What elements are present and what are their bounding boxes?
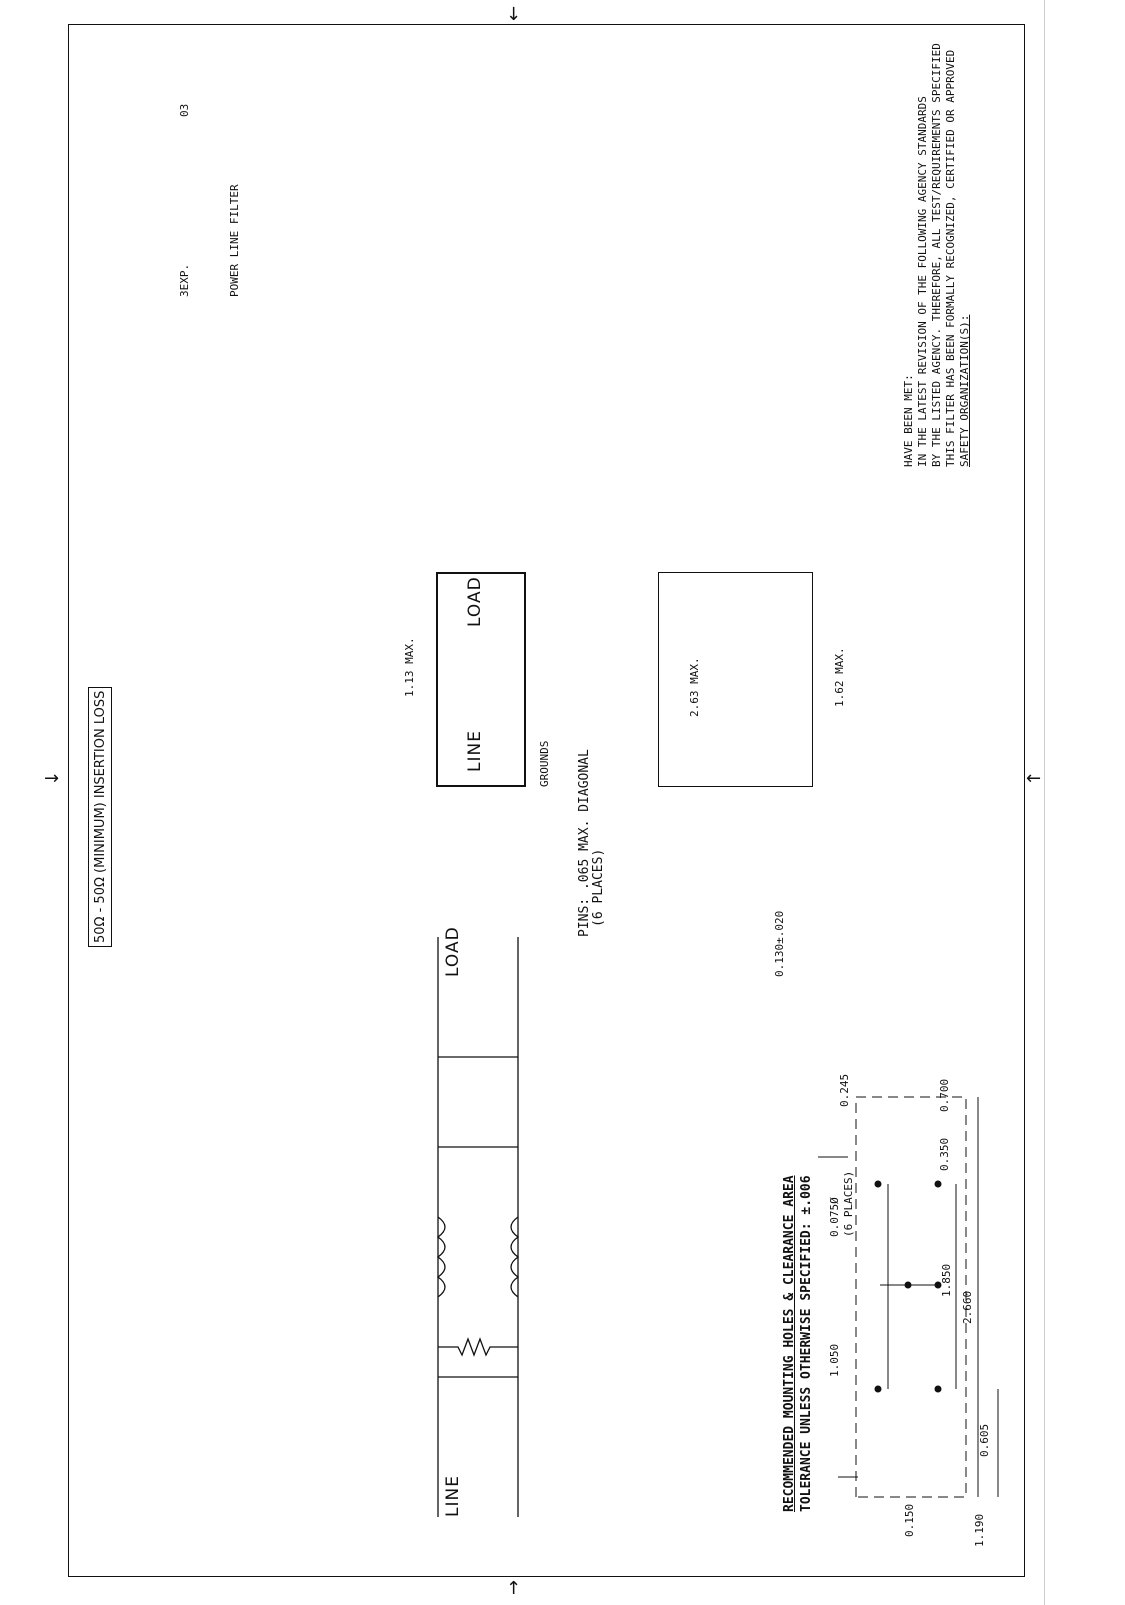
center-mark-right: ← (1026, 768, 1042, 789)
part-line-label: LINE (465, 730, 485, 772)
insertion-loss-table (88, 687, 112, 947)
dim-0605: 0.605 (978, 1423, 991, 1457)
title-text: POWER LINE FILTER (228, 184, 241, 297)
hole-count: (6 PLACES) (842, 1170, 855, 1237)
part-load-label: LOAD (465, 576, 485, 627)
pins-count: (6 PLACES) (591, 848, 606, 927)
dim-0350: 0.350 (938, 1137, 951, 1171)
mounting-note-tolerance: TOLERANCE UNLESS OTHERWISE SPECIFIED: ±.006 (799, 1175, 814, 1512)
rotated-drawing (68, 24, 1025, 1577)
dim-2660: 2.660 (961, 1290, 974, 1324)
dim-1850: 1.850 (940, 1263, 953, 1297)
schematic-drawing (68, 877, 568, 1577)
safety-line-3: IN THE LATEST REVISION OF THE FOLLOWING AGENCY STANDARDS (916, 96, 929, 467)
mounting-note-title: RECOMMENDED MOUNTING HOLES & CLEARANCE AREA (782, 1175, 797, 1512)
safety-line-2: BY THE LISTED AGENCY. THEREFORE, ALL TEST/REQUIREMENTS SPECIFIED (930, 43, 943, 467)
pins-note: PINS: .065 MAX. DIAGONAL (577, 749, 592, 937)
dim-1190: 1.190 (973, 1513, 986, 1547)
part-top-view (658, 572, 813, 787)
safety-line-1: THIS FILTER HAS BEEN FORMALLY RECOGNIZED, CERTIFIED OR APPROVED (944, 49, 957, 467)
dim-0245: 0.245 (838, 1073, 851, 1107)
dim-pin-length: 0.130±.020 (773, 910, 786, 977)
schematic-line-label: LINE (443, 1475, 463, 1517)
insertion-loss-title: 50Ω - 50Ω (MINIMUM) INSERTION LOSS (89, 687, 112, 946)
safety-heading: SAFETY ORGANIZATION(S): (958, 314, 971, 467)
dim-0700: 0.700 (938, 1078, 951, 1112)
dim-width: 2.63 MAX. (688, 657, 701, 717)
grounds-label: GROUNDS (538, 740, 551, 787)
dim-depth: 1.13 MAX. (403, 637, 416, 697)
center-mark-bottom: ↑ (506, 1578, 522, 1599)
dim-0150: 0.150 (903, 1503, 916, 1537)
hole-size: 0.075Ø (828, 1197, 841, 1237)
center-mark-top: ↓ (506, 4, 522, 25)
scan-gutter-line (1044, 0, 1045, 1605)
center-mark-left: → (44, 768, 60, 789)
dwg-number: 3EXP. (178, 263, 191, 297)
dim-height: 1.62 MAX. (833, 647, 846, 707)
schematic-load-label: LOAD (443, 926, 463, 977)
safety-line-4: HAVE BEEN MET: (902, 374, 915, 467)
dim-1050: 1.050 (828, 1343, 841, 1377)
rev-number: 03 (178, 103, 191, 117)
